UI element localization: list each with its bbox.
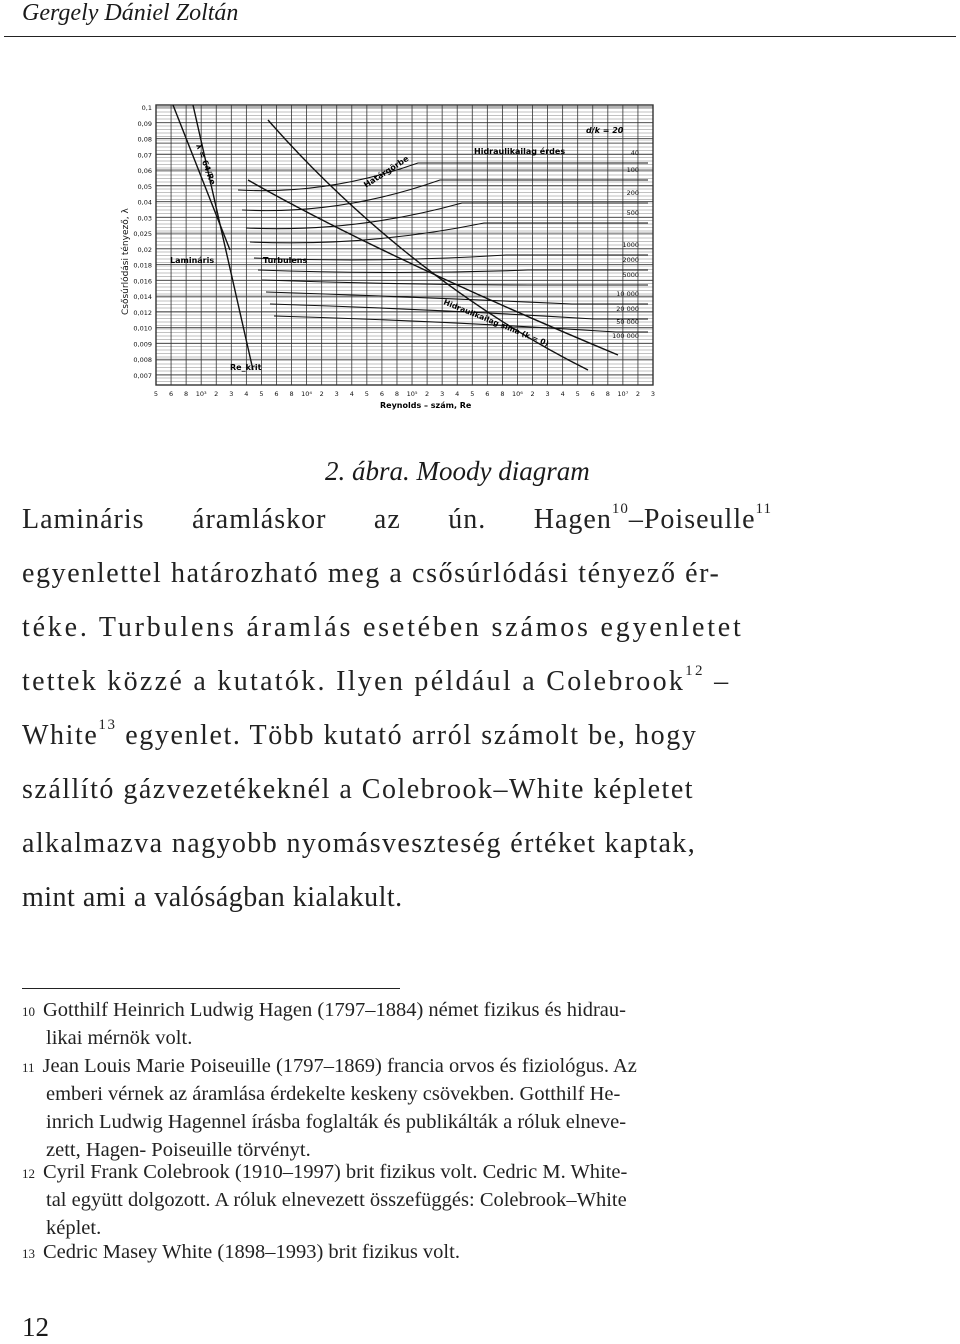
roughness-curve	[242, 180, 648, 211]
footnote-ref-12[interactable]: 12	[685, 663, 705, 679]
footnote-text: Gotthilf Heinrich Ludwig Hagen (1797–1884) német fizikus és hidrau-	[43, 999, 626, 1021]
word-with-footnote	[533, 501, 772, 536]
word: áramláskor	[192, 504, 327, 535]
x-tick-label: 10³	[195, 390, 207, 398]
x-tick-label: 5	[575, 390, 580, 398]
diagram-grid	[156, 105, 653, 385]
x-tick-label: 10⁷	[617, 390, 629, 398]
dk-label: 100	[626, 166, 639, 174]
footnote-text: inrich Ludwig Hagennel írásba foglalták és publikálták a róluk elneve-	[46, 1111, 627, 1133]
x-tick-label: 8	[184, 390, 189, 398]
footnote-text: Jean Louis Marie Poiseuille (1797–1869) francia orvos és fiziológus. Az	[42, 1055, 637, 1077]
y-tick-labels	[133, 104, 152, 380]
footnote-text: emberi vérnek az áramlása érdekelte keskeny csövekben. Gotthilf He-	[46, 1083, 621, 1105]
footnote-number: 13	[22, 1246, 35, 1261]
x-tick-label: 4	[349, 390, 354, 398]
x-tick-label: 8	[289, 390, 294, 398]
x-tick-label: 3	[545, 390, 550, 398]
roughness-curve	[254, 255, 648, 260]
footnote-text: képlet.	[46, 1217, 102, 1239]
roughness-curve	[238, 163, 648, 191]
x-tick-labels	[154, 390, 655, 398]
dk-label: 50 000	[616, 318, 639, 326]
body-line-1	[22, 501, 772, 536]
xaxis-label: Reynolds – szám, Re	[380, 401, 472, 410]
running-header	[22, 0, 942, 26]
x-tick-label: 8	[500, 390, 505, 398]
footnote-11	[22, 1052, 772, 1164]
y-tick-label: 0,03	[137, 214, 152, 223]
y-tick-label: 0,018	[133, 261, 152, 270]
label-hidraulikailag-erdes: Hidraulikailag érdes	[474, 147, 566, 156]
x-tick-label: 5	[259, 390, 264, 398]
word: –Poiseulle	[628, 504, 756, 535]
label-re-krit: Re_krit	[230, 363, 262, 372]
y-tick-label: 0,007	[133, 372, 152, 380]
x-tick-label: 3	[650, 390, 656, 398]
body-line-6: szállító gázvezetékeknél a Colebrook–White képletet	[22, 774, 695, 805]
moody-diagram	[118, 100, 663, 420]
text: White	[22, 720, 99, 751]
x-tick-label: 8	[394, 390, 400, 398]
y-tick-label: 0,08	[137, 135, 152, 144]
dk-label: 40	[630, 149, 639, 157]
header-author: Gergely Dániel Zoltán	[22, 0, 239, 26]
x-tick-label: 10⁴	[301, 390, 313, 398]
header-rule	[4, 36, 956, 37]
footnote-rule	[22, 988, 400, 989]
y-tick-label: 0,025	[133, 230, 152, 239]
y-tick-label: 0,009	[133, 340, 152, 349]
label-hatargorbe: Határgörbe	[362, 154, 411, 190]
footnote-10	[22, 996, 772, 1052]
y-tick-label: 0,07	[137, 151, 152, 160]
page-number: 12	[22, 1312, 49, 1342]
text: egyenlet. Több kutató arról számolt be, hogy	[116, 720, 698, 751]
text: tettek közzé a kutatók. Ilyen például a Colebrook	[22, 666, 686, 697]
y-tick-label: 0,012	[133, 308, 152, 317]
y-tick-label: 0,016	[133, 277, 152, 286]
x-tick-label: 10⁵	[406, 390, 418, 398]
x-tick-label: 2	[214, 390, 219, 398]
x-tick-label: 4	[244, 390, 249, 398]
footnote-number: 11	[22, 1060, 35, 1075]
x-tick-label: 3	[229, 390, 234, 398]
x-tick-label: 3	[440, 390, 445, 398]
footnote-ref-11[interactable]: 11	[755, 501, 772, 517]
dk-label: 500	[626, 209, 639, 217]
word: ún.	[448, 504, 487, 535]
x-tick-label: 3	[334, 390, 339, 398]
dk-label: 10 000	[616, 290, 639, 298]
y-tick-label: 0,1	[141, 104, 152, 112]
label-turbulens: Turbulens	[263, 256, 308, 265]
word: Lamináris	[22, 504, 145, 535]
footnote-text: likai mérnök volt.	[46, 1027, 193, 1049]
dk-label: 2000	[622, 256, 639, 264]
y-tick-label: 0,06	[137, 167, 152, 176]
roughness-curve	[258, 270, 648, 273]
footnote-ref-10[interactable]: 10	[611, 501, 629, 517]
x-tick-label: 6	[168, 390, 174, 398]
figure-caption: 2. ábra. Moody diagram	[325, 456, 590, 486]
x-tick-label: 6	[379, 390, 384, 398]
dk-label: 20 000	[616, 305, 639, 313]
y-tick-label: 0,09	[137, 119, 152, 128]
footnote-text: Cedric Masey White (1898–1993) brit fizikus volt.	[43, 1241, 460, 1263]
y-tick-label: 0,010	[133, 324, 152, 333]
yaxis-label: Csősúrlódási tényező, λ	[121, 208, 131, 315]
x-tick-label: 5	[153, 390, 159, 398]
footnote-number: 10	[22, 1004, 35, 1019]
y-tick-label: 0,04	[137, 198, 152, 207]
footnote-12	[22, 1158, 772, 1242]
x-tick-label: 2	[530, 390, 535, 398]
footnote-number: 12	[22, 1166, 35, 1181]
x-tick-label: 4	[455, 390, 460, 398]
body-line-5	[22, 717, 772, 752]
friction-curves	[156, 105, 653, 370]
y-tick-label: 0,05	[137, 182, 152, 191]
footnote-text: tal együtt dolgozott. A róluk elnevezett összefüggés: Colebrook–White	[46, 1189, 627, 1211]
body-line-7: alkalmazva nagyobb nyomásveszteség értéket kaptak,	[22, 828, 697, 859]
footnote-ref-13[interactable]: 13	[98, 717, 117, 733]
dk-label: 200	[626, 189, 639, 197]
footnote-13	[22, 1238, 772, 1266]
y-tick-label: 0,02	[137, 245, 152, 254]
x-tick-label: 2	[319, 390, 324, 398]
label-laminaris: Lamináris	[170, 256, 215, 265]
dk-label: 100 000	[612, 332, 639, 340]
word: az	[373, 504, 401, 535]
x-tick-label: 6	[274, 390, 279, 398]
body-line-4	[22, 663, 772, 698]
footnote-text: zett, Hagen- Poiseuille törvényt.	[46, 1139, 311, 1161]
x-tick-label: 8	[605, 390, 610, 398]
x-tick-label: 5	[364, 390, 369, 398]
x-tick-label: 4	[560, 390, 565, 398]
y-tick-label: 0,014	[133, 293, 152, 302]
label-lambda-laminar: λ = 64/Re	[194, 142, 218, 187]
x-tick-label: 10⁶	[512, 390, 523, 398]
label-dk-header: d/k = 20	[586, 126, 624, 135]
x-tick-label: 6	[590, 390, 595, 398]
dk-label: 1000	[622, 241, 639, 249]
x-tick-label: 2	[635, 390, 641, 398]
relative-roughness-labels	[612, 149, 639, 340]
label-hidraulikailag-sima: Hidraulikailag sima (k = 0)	[442, 297, 551, 349]
x-tick-label: 2	[425, 390, 430, 398]
body-line-2: egyenlettel határozható meg a csősúrlódási tényező ér-	[22, 558, 721, 589]
dk-label: 5000	[622, 271, 639, 279]
text: –	[704, 666, 731, 697]
footnote-text: Cyril Frank Colebrook (1910–1997) brit fizikus volt. Cedric M. White-	[43, 1161, 628, 1183]
body-line-8: mint ami a valóságban kialakult.	[22, 882, 403, 913]
y-tick-label: 0,008	[133, 356, 152, 365]
word: Hagen	[533, 504, 612, 535]
body-line-3: téke. Turbulens áramlás esetében számos egyenletet	[22, 612, 744, 643]
x-tick-label: 6	[485, 390, 490, 398]
x-tick-label: 5	[470, 390, 475, 398]
